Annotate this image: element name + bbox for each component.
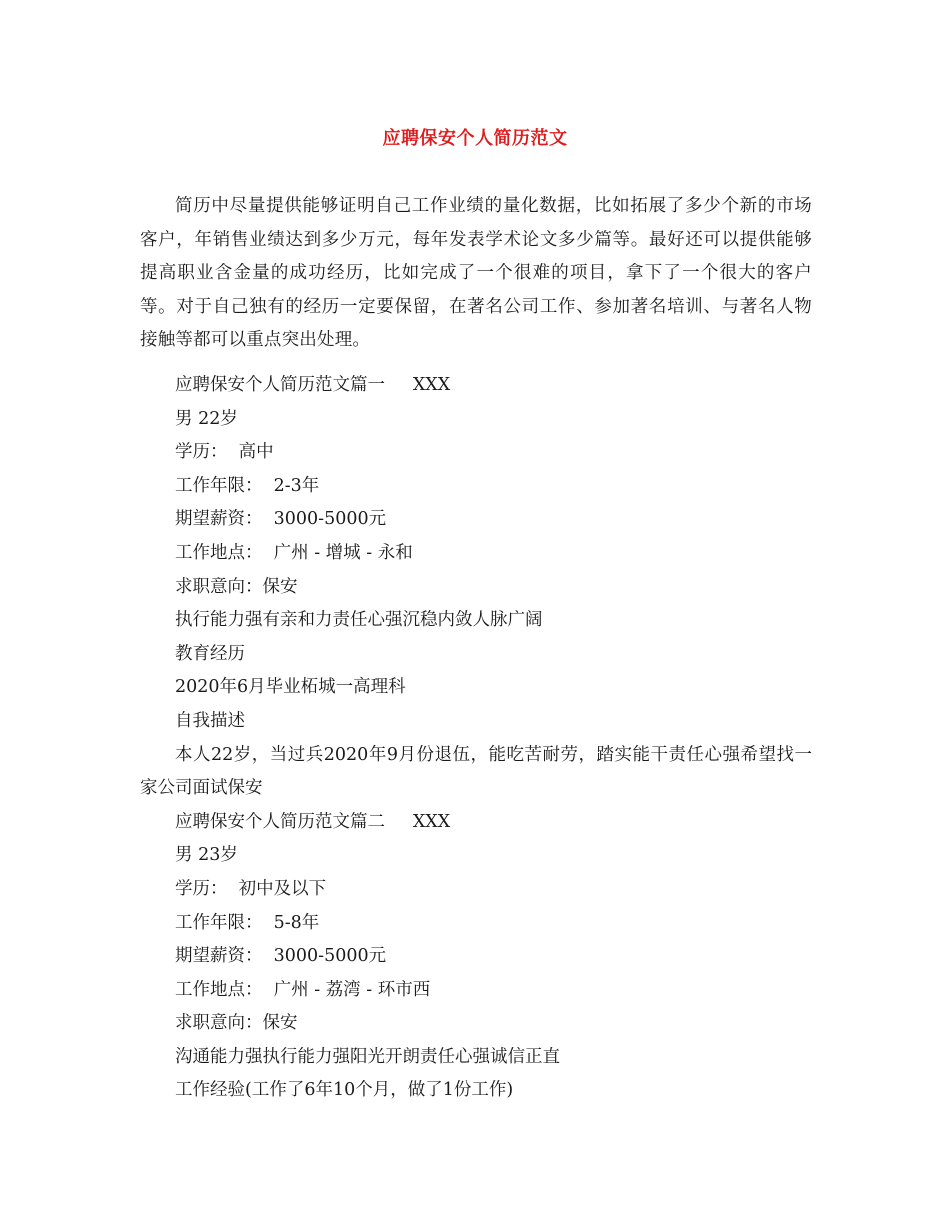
resume-1-heading: 应聘保安个人简历范文篇一 XXX [175, 375, 451, 395]
resume-1-self-description-heading: 自我描述 [175, 710, 245, 731]
resume-1-work-years: 工作年限： 2-3年 [175, 475, 320, 496]
resume-2-education: 学历： 初中及以下 [175, 878, 327, 899]
resume-1-strengths: 执行能力强有亲和力责任心强沉稳内敛人脉广阔 [175, 610, 543, 631]
resume-1-gender-age: 男 22岁 [175, 408, 238, 429]
resume-1-self-description: 本人22岁，当过兵2020年9月份退伍，能吃苦耐劳，踏实能干责任心强希望找一家公司面试保安 [140, 744, 812, 799]
document-title: 应聘保安个人简历范文 [382, 128, 568, 149]
resume-1-education: 学历： 高中 [175, 442, 274, 463]
resume-1-salary: 期望薪资： 3000-5000元 [175, 509, 387, 530]
resume-1-location: 工作地点： 广州 - 增城 - 永和 [175, 542, 413, 563]
resume-2-work-years: 工作年限： 5-8年 [175, 912, 320, 933]
resume-2-salary: 期望薪资： 3000-5000元 [175, 946, 387, 967]
resume-2-strengths: 沟通能力强执行能力强阳光开朗责任心强诚信正直 [175, 1046, 560, 1067]
intro-paragraph: 简历中尽量提供能够证明自己工作业绩的量化数据，比如拓展了多少个新的市场客户，年销售业绩达到多少万元，每年发表学术论文多少篇等。最好还可以提供能够提高职业含金量的成功经历，比如完成了一个很难的项目，拿下了一个很大的客户等。对于自己独有的经历一定要保留，在著名公司工作、参加著名培训、与著名人物接触等都可以重点突出处理。 [140, 196, 812, 351]
resume-2-job-intent: 求职意向：保安 [175, 1013, 298, 1034]
resume-1-job-intent: 求职意向：保安 [175, 576, 298, 597]
resume-1-education-heading: 教育经历 [175, 643, 245, 664]
resume-2-gender-age: 男 23岁 [175, 845, 238, 866]
resume-2-heading: 应聘保安个人简历范文篇二 XXX [175, 811, 451, 832]
resume-1-education-detail: 2020年6月毕业柘城一高理科 [175, 677, 406, 698]
resume-content [140, 369, 812, 1108]
resume-2-location: 工作地点： 广州 - 荔湾 - 环市西 [175, 979, 431, 1000]
resume-2-work-experience: 工作经验(工作了6年10个月，做了1份工作) [175, 1080, 514, 1101]
